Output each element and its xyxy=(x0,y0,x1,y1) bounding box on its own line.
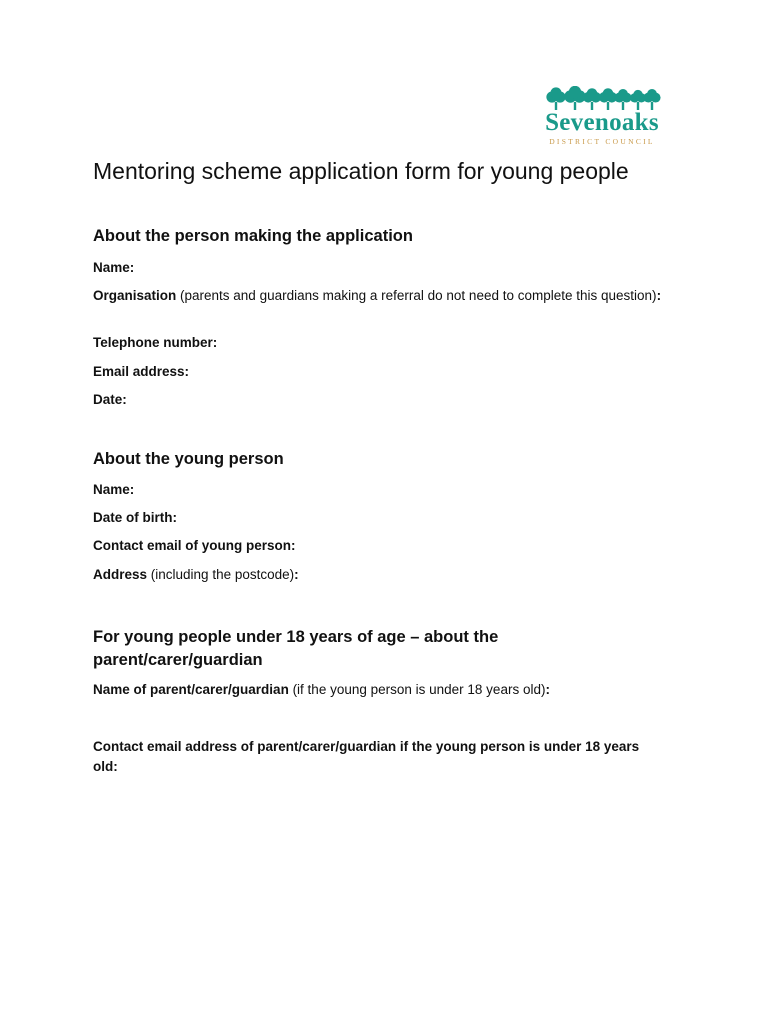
address-field xyxy=(93,565,683,585)
organisation-field xyxy=(93,286,683,306)
guardian-email-field xyxy=(93,737,663,777)
tree-canopy xyxy=(603,88,614,99)
organisation-label: Organisation xyxy=(93,288,177,303)
applicant-name-field xyxy=(93,258,683,278)
young-person-section-heading: About the young person xyxy=(93,450,284,468)
tree-canopy xyxy=(647,89,657,99)
tree-canopy xyxy=(569,86,581,98)
guardian-name-label: Name of parent/carer/guardian xyxy=(93,682,289,697)
guardian-heading-line1: For young people under 18 years of age – about the xyxy=(93,628,499,646)
telephone-field xyxy=(93,333,683,353)
date-field xyxy=(93,390,683,410)
dob-label: Date of birth: xyxy=(93,510,177,525)
council-logo xyxy=(526,86,678,148)
dob-field xyxy=(93,508,683,528)
guardian-name-note: (if the young person is under 18 years old) xyxy=(288,682,546,697)
applicant-email-label: Email address: xyxy=(93,364,190,379)
address-note: (including the postcode) xyxy=(147,567,295,582)
telephone-label: Telephone number: xyxy=(93,335,218,350)
tree-canopy xyxy=(618,89,628,99)
organisation-colon: : xyxy=(656,288,662,303)
applicant-email-field xyxy=(93,362,683,382)
tree-canopy xyxy=(587,88,598,99)
page-title: Mentoring scheme application form for young people xyxy=(93,158,629,184)
applicant-section-heading: About the person making the application xyxy=(93,227,413,245)
applicant-name-label: Name: xyxy=(93,260,135,275)
organisation-note: (parents and guardians making a referral do not need to complete this question) xyxy=(176,288,657,303)
logo-subtitle: DISTRICT COUNCIL xyxy=(549,137,655,146)
guardian-name-colon: : xyxy=(545,682,550,697)
young-person-email-field xyxy=(93,536,683,556)
young-person-email-label: Contact email of young person: xyxy=(93,538,296,553)
tree-canopy xyxy=(633,90,642,99)
guardian-heading-line2: parent/carer/guardian xyxy=(93,651,263,669)
address-colon: : xyxy=(294,567,299,582)
young-person-name-label: Name: xyxy=(93,482,135,497)
address-label: Address xyxy=(93,567,148,582)
date-label: Date: xyxy=(93,392,127,407)
guardian-name-field xyxy=(93,680,683,700)
guardian-email-label: Contact email address of parent/carer/guardian if the young person is under 18 years old: xyxy=(93,739,640,774)
young-person-name-field xyxy=(93,480,683,500)
guardian-section-heading xyxy=(93,626,498,672)
tree-canopy xyxy=(550,87,561,98)
logo-wordmark: Sevenoaks xyxy=(545,109,659,136)
